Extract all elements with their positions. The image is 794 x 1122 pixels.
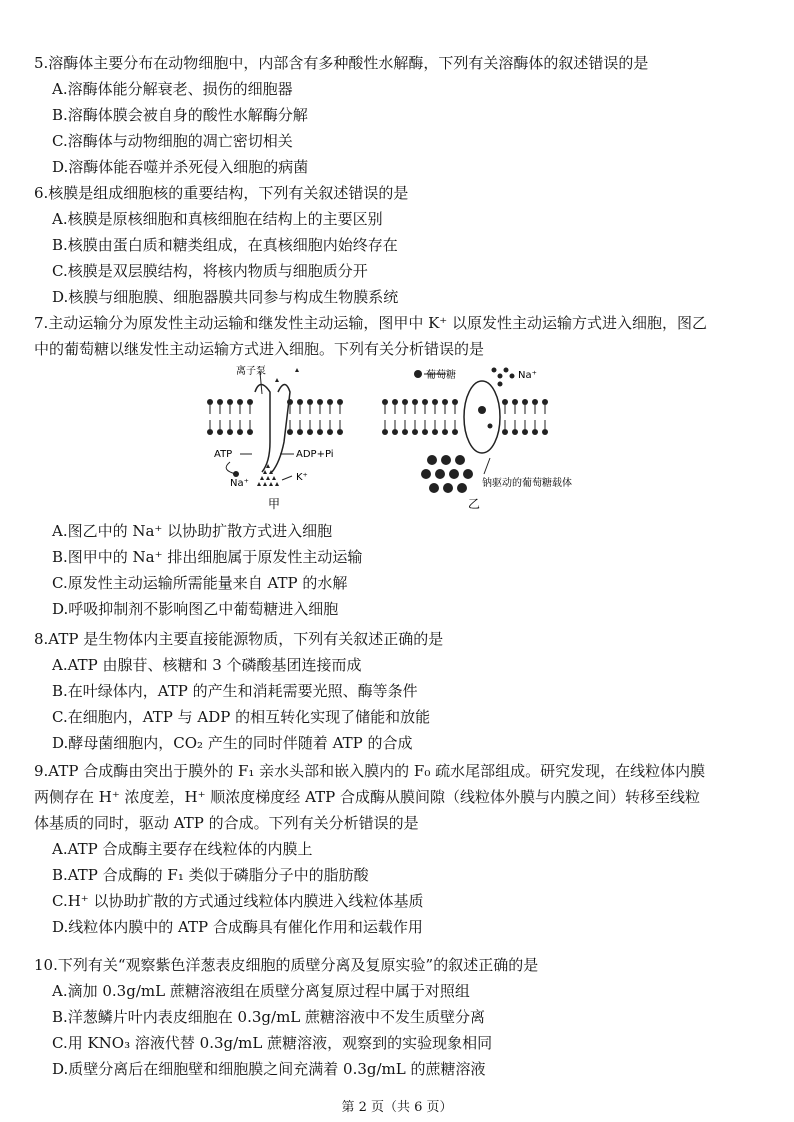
option-d: D.质壁分离后在细胞壁和细胞膜之间充满着 0.3g/mL 的蔗糖溶液	[52, 1060, 486, 1078]
option-b: B.图甲中的 Na⁺ 排出细胞属于原发性主动运输	[52, 548, 363, 566]
question-8	[34, 626, 764, 756]
glucose-label: 葡萄糖	[426, 370, 456, 381]
question-stem: 10.下列有关“观察紫色洋葱表皮细胞的质壁分离及复原实验”的叙述正确的是	[34, 956, 539, 974]
option-b: B.核膜由蛋白质和糖类组成，在真核细胞内始终存在	[52, 236, 398, 254]
question-9	[34, 758, 764, 940]
question-stem-cont: 中的葡萄糖以继发性主动运输方式进入细胞。下列有关分析错误的是	[34, 340, 485, 358]
question-stem: 9.ATP 合成酶由突出于膜外的 F₁ 亲水头部和嵌入膜内的 F₀ 疏水尾部组成。研究发现，在线粒体内膜	[34, 762, 706, 780]
option-a: A.ATP 由腺苷、核糖和 3 个磷酸基团连接而成	[52, 656, 362, 674]
option-b: B.ATP 合成酶的 F₁ 类似于磷脂分子中的脂肪酸	[52, 866, 369, 884]
question-5	[34, 50, 764, 180]
option-b: B.在叶绿体内，ATP 的产生和消耗需要光照、酶等条件	[52, 682, 418, 700]
option-a: A.溶酶体能分解衰老、损伤的细胞器	[52, 80, 293, 98]
caption-jia: 甲	[268, 497, 281, 511]
atp-label: ATP	[214, 449, 233, 460]
carrier-label: 钠驱动的葡萄糖载体	[482, 478, 572, 489]
option-b: B.溶酶体膜会被自身的酸性水解酶分解	[52, 106, 308, 124]
option-c: C.H⁺ 以协助扩散的方式通过线粒体内膜进入线粒体基质	[52, 892, 424, 910]
adp-label: ADP+Pi	[296, 449, 334, 460]
membrane-transport-figure	[200, 362, 620, 512]
option-d: D.溶酶体能吞噬并杀死侵入细胞的病菌	[52, 158, 309, 176]
pump-label: 离子泵	[236, 366, 266, 377]
page-footer: 第 2 页（共 6 页）	[341, 1100, 453, 1115]
question-10	[34, 952, 764, 1082]
option-d: D.酵母菌细胞内，CO₂ 产生的同时伴随着 ATP 的合成	[52, 734, 413, 752]
option-a: A.核膜是原核细胞和真核细胞在结构上的主要区别	[52, 210, 383, 228]
option-c: C.在细胞内，ATP 与 ADP 的相互转化实现了储能和放能	[52, 708, 431, 726]
glucose-carrier	[464, 381, 500, 453]
membrane-yi	[382, 368, 572, 512]
question-6	[34, 180, 764, 310]
glucose-inside	[421, 455, 473, 493]
option-a: A.图乙中的 Na⁺ 以协助扩散方式进入细胞	[52, 522, 333, 540]
question-7-options	[34, 518, 764, 622]
k-label: K⁺	[296, 472, 308, 483]
question-stem-cont: 两侧存在 H⁺ 浓度差，H⁺ 顺浓度梯度经 ATP 合成酶从膜间隙（线粒体外膜与内膜之间）转移至线粒	[34, 788, 700, 806]
question-stem: 7.主动运输分为原发性主动运输和继发性主动运输，图甲中 K⁺ 以原发性主动运输方式进入细胞，图乙	[34, 314, 707, 332]
option-a: A.滴加 0.3g/mL 蔗糖溶液组在质壁分离复原过程中属于对照组	[52, 982, 470, 1000]
option-a: A.ATP 合成酶主要存在线粒体的内膜上	[52, 840, 313, 858]
na-label: Na⁺	[230, 478, 249, 489]
question-stem-cont: 体基质的同时，驱动 ATP 的合成。下列有关分析错误的是	[34, 814, 419, 832]
option-b: B.洋葱鳞片叶内表皮细胞在 0.3g/mL 蔗糖溶液中不发生质壁分离	[52, 1008, 486, 1026]
option-c: C.溶酶体与动物细胞的凋亡密切相关	[52, 132, 293, 150]
question-stem: 5.溶酶体主要分布在动物细胞中，内部含有多种酸性水解酶，下列有关溶酶体的叙述错误的是	[34, 54, 649, 72]
membrane-jia	[207, 364, 343, 511]
option-c: C.原发性主动运输所需能量来自 ATP 的水解	[52, 574, 348, 592]
question-stem: 8.ATP 是生物体内主要直接能源物质，下列有关叙述正确的是	[34, 630, 444, 648]
ion-pump	[255, 385, 290, 473]
option-d: D.核膜与细胞膜、细胞器膜共同参与构成生物膜系统	[52, 288, 399, 306]
option-d: D.线粒体内膜中的 ATP 合成酶具有催化作用和运载作用	[52, 918, 423, 936]
na-label: Na⁺	[518, 370, 537, 381]
option-c: C.用 KNO₃ 溶液代替 0.3g/mL 蔗糖溶液，观察到的实验现象相同	[52, 1034, 493, 1052]
question-7-stem	[34, 310, 764, 362]
option-c: C.核膜是双层膜结构，将核内物质与细胞质分开	[52, 262, 368, 280]
caption-yi: 乙	[468, 497, 481, 511]
option-d: D.呼吸抑制剂不影响图乙中葡萄糖进入细胞	[52, 600, 339, 618]
question-stem: 6.核膜是组成细胞核的重要结构，下列有关叙述错误的是	[34, 184, 409, 202]
